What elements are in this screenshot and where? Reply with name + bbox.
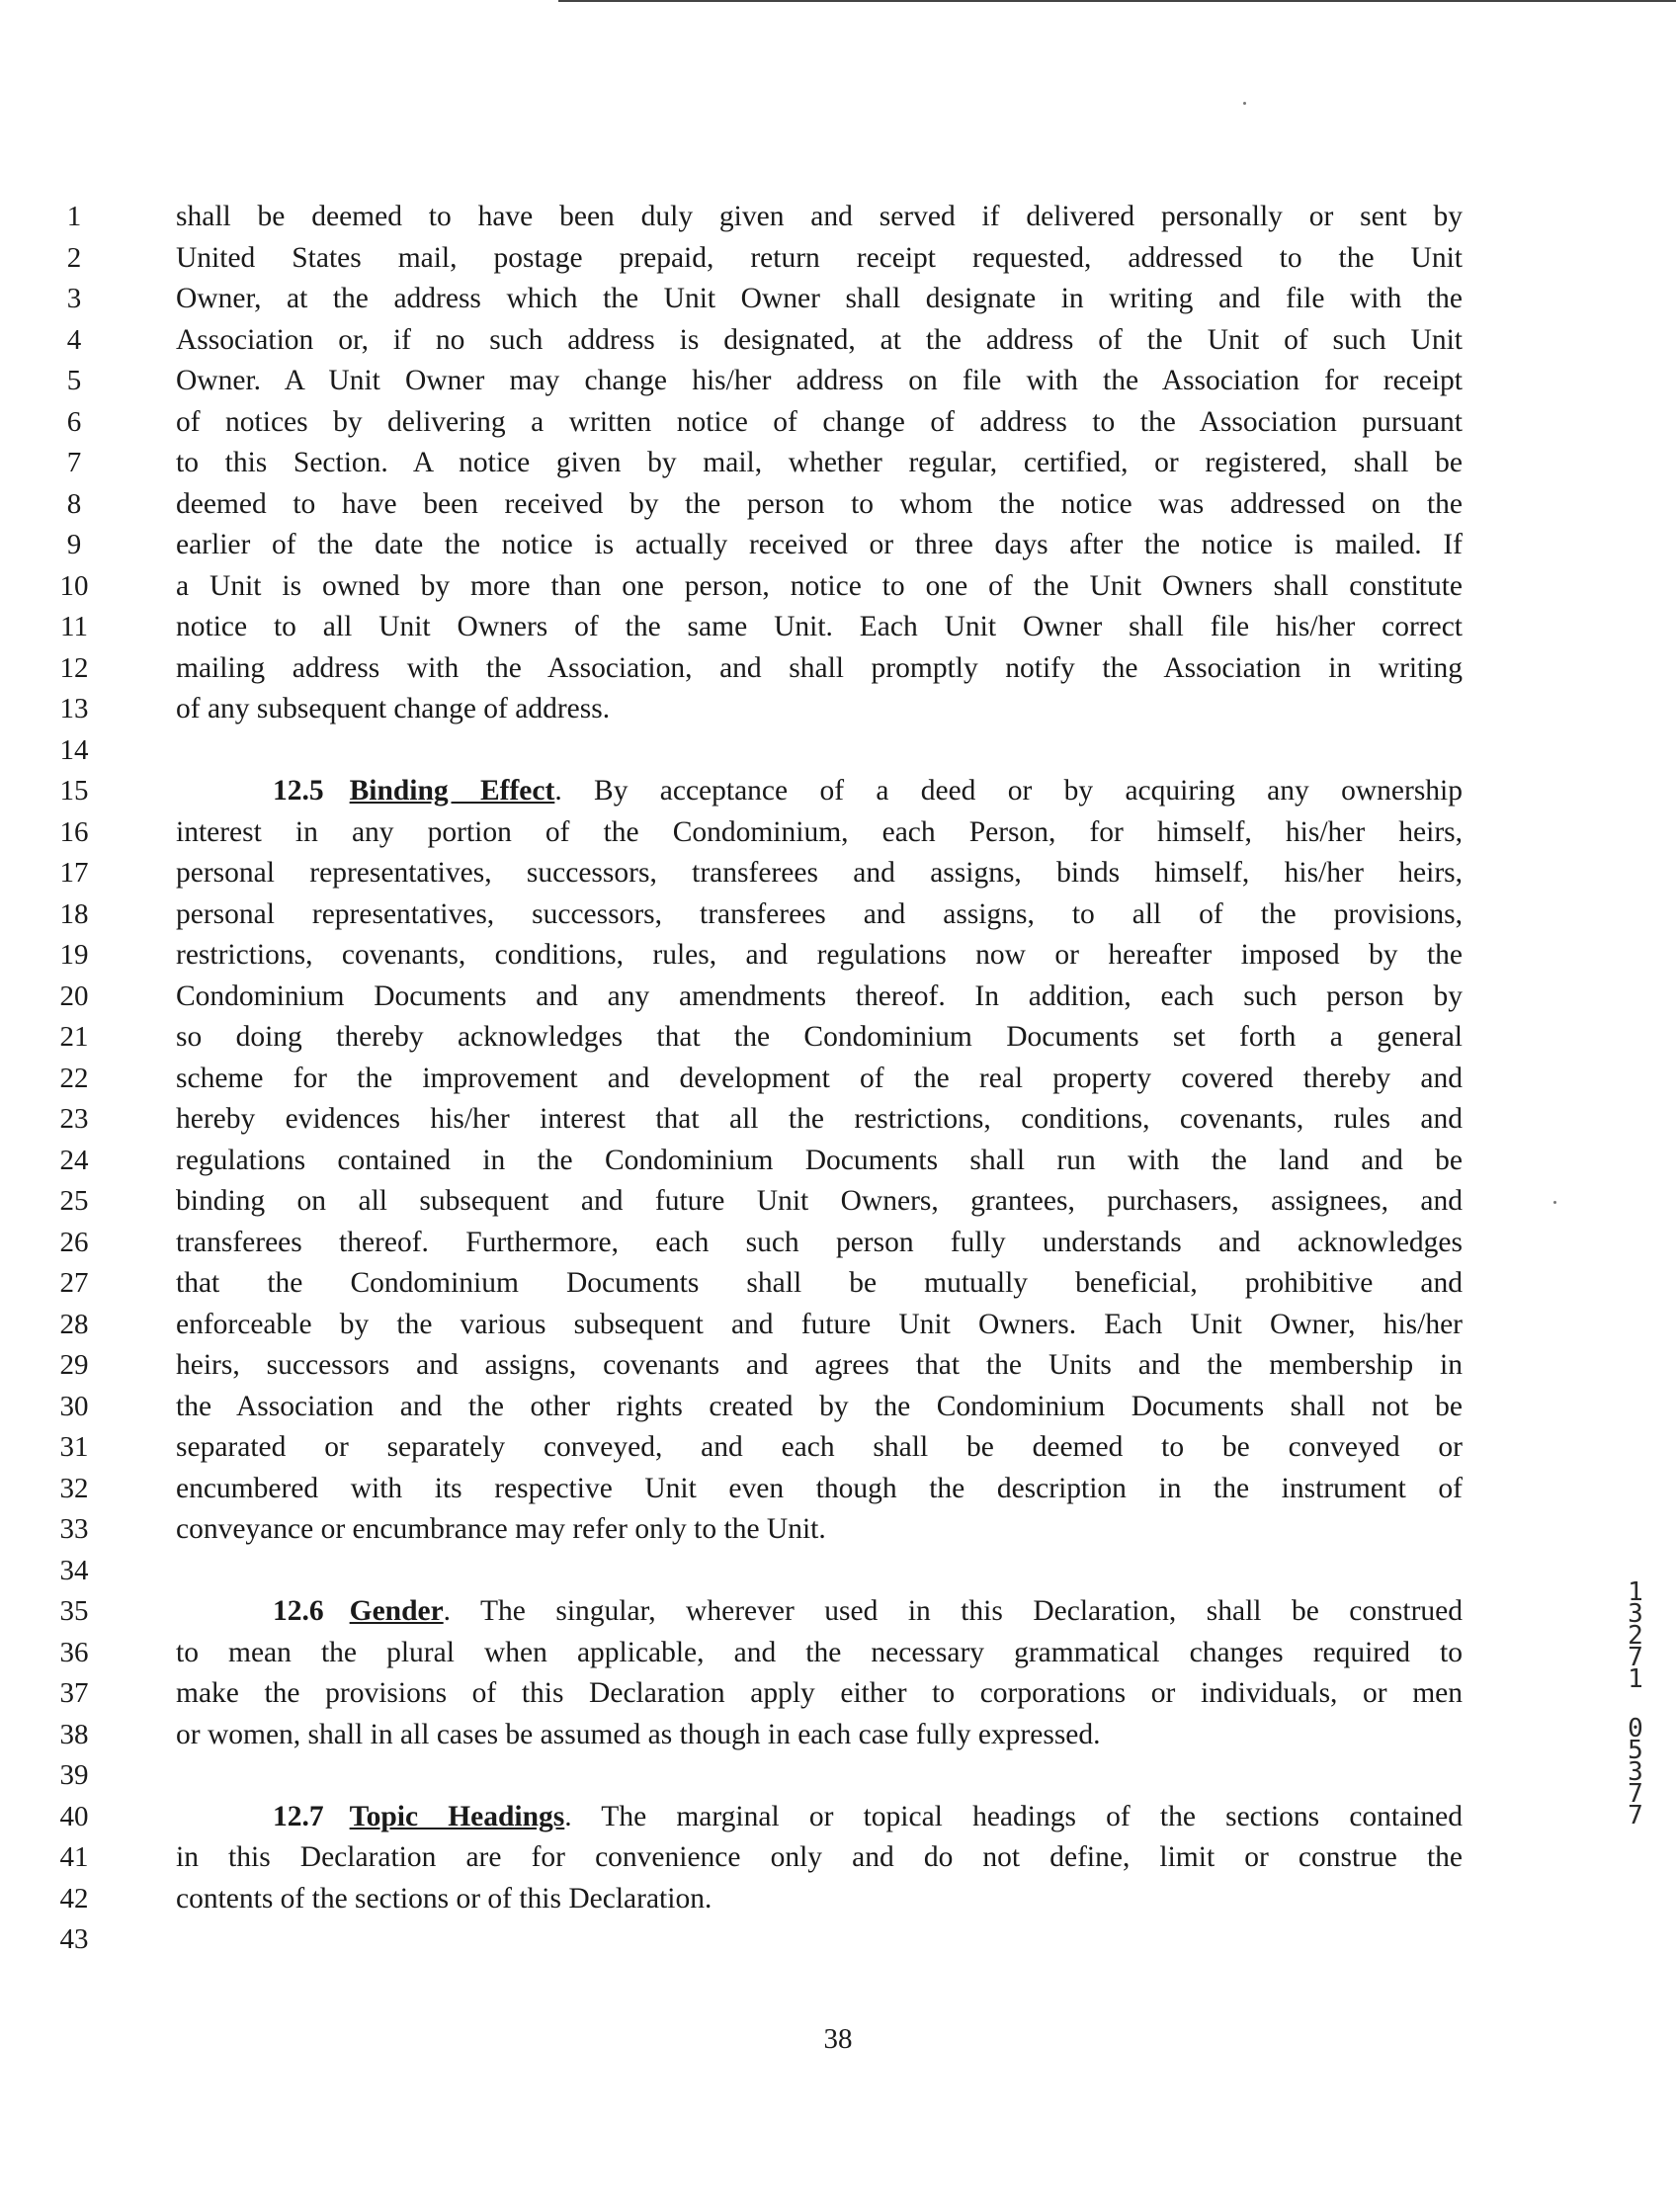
line-text: conveyance or encumbrance may refer only to the Unit.: [176, 1513, 826, 1545]
stamp-digit: 7: [1628, 1779, 1643, 1809]
line-number: 4: [66, 323, 82, 356]
line-number: 32: [59, 1472, 89, 1504]
line-text: or women, shall in all cases be assumed as though in each case fully expressed.: [176, 1718, 1101, 1750]
line-number: 18: [59, 897, 89, 930]
document-line: [0, 894, 1676, 935]
line-number: 2: [66, 241, 82, 274]
line-number: 25: [59, 1185, 89, 1217]
line-text: to this Section. A notice given by mail, whether regular, certified, or registered, shall be: [176, 447, 1463, 478]
document-line: [0, 1633, 1676, 1673]
line-number: 14: [59, 733, 89, 766]
section-text: . By acceptance of a deed or by acquiring any ownership: [554, 775, 1463, 807]
line-text: regulations contained in the Condominium Documents shall run with the land and be: [176, 1144, 1463, 1176]
line-text: so doing thereby acknowledges that the Condominium Documents set forth a general: [176, 1021, 1463, 1053]
line-text: separated or separately conveyed, and each shall be deemed to be conveyed or: [176, 1431, 1463, 1463]
document-line: [0, 1099, 1676, 1140]
document-line: [0, 320, 1676, 361]
document-line: [0, 648, 1676, 689]
line-text: heirs, successors and assigns, covenants and agrees that the Units and the membership in: [176, 1349, 1463, 1381]
line-number: 24: [59, 1144, 89, 1176]
document-line: [0, 1305, 1676, 1345]
stamp-digit: 1: [1628, 1577, 1643, 1607]
line-number: 37: [59, 1677, 89, 1709]
document-line: [0, 443, 1676, 483]
line-text: [176, 1591, 1463, 1632]
document-line: [0, 361, 1676, 401]
document-line: [0, 1715, 1676, 1755]
line-text: make the provisions of this Declaration apply either to corporations or individuals, or men: [176, 1677, 1463, 1709]
document-line: [0, 484, 1676, 525]
section-heading: Gender: [349, 1595, 444, 1627]
line-number: 10: [59, 569, 89, 602]
line-text: notice to all Unit Owners of the same Unit. Each Unit Owner shall file his/her correct: [176, 611, 1463, 642]
document-line: [0, 1427, 1676, 1468]
section-heading: Topic Headings: [349, 1800, 565, 1832]
document-line: [0, 853, 1676, 893]
section-text: . The marginal or topical headings of the sections contained: [564, 1800, 1463, 1832]
line-number: 39: [59, 1759, 89, 1791]
document-line: [0, 771, 1676, 811]
document-line: [0, 1263, 1676, 1304]
document-line: [0, 1755, 1676, 1796]
line-text: Owner. A Unit Owner may change his/her address on file with the Association for receipt: [176, 365, 1463, 396]
line-text: United States mail, postage prepaid, return receipt requested, addressed to the Unit: [176, 241, 1463, 274]
document-line: [0, 402, 1676, 443]
document-line: [0, 1223, 1676, 1263]
line-number: 12: [59, 651, 89, 684]
stamp-digit: 0: [1628, 1714, 1643, 1744]
stamp-digit: 3: [1628, 1757, 1643, 1787]
line-number: 26: [59, 1226, 89, 1258]
line-number: 30: [59, 1390, 89, 1422]
line-text: restrictions, covenants, conditions, rules, and regulations now or hereafter imposed by the: [176, 939, 1463, 971]
line-text: interest in any portion of the Condominium, each Person, for himself, his/her heirs,: [176, 815, 1463, 848]
document-line: [0, 525, 1676, 565]
line-number: 1: [66, 201, 82, 232]
line-number: 28: [59, 1308, 89, 1340]
document-line: [0, 1017, 1676, 1058]
line-text: that the Condominium Documents shall be mutually beneficial, prohibitive and: [176, 1267, 1463, 1299]
document-line: [0, 197, 1676, 237]
line-number: 9: [66, 529, 82, 560]
line-text: mailing address with the Association, and shall promptly notify the Association in writing: [176, 651, 1463, 684]
stamp-digit: 7: [1628, 1643, 1643, 1672]
line-number: 15: [59, 775, 89, 807]
line-text: transferees thereof. Furthermore, each such person fully understands and acknowledges: [176, 1226, 1463, 1258]
line-number: 34: [59, 1554, 89, 1586]
line-text: scheme for the improvement and development of the real property covered thereby and: [176, 1062, 1463, 1094]
line-text: personal representatives, successors, transferees and assigns, binds himself, his/her heirs,: [176, 857, 1463, 889]
line-number: 21: [59, 1021, 89, 1053]
line-number: 31: [59, 1431, 89, 1463]
line-number: 6: [66, 405, 82, 438]
line-text: of notices by delivering a written notice of change of address to the Association pursuant: [176, 405, 1463, 438]
line-text: [176, 1797, 1463, 1837]
line-number: 35: [59, 1595, 89, 1627]
section-number: 12.5: [273, 775, 324, 807]
document-line: [0, 977, 1676, 1017]
document-line: [0, 1551, 1676, 1591]
stamp-digit: 5: [1628, 1736, 1643, 1765]
line-text: hereby evidences his/her interest that all the restrictions, conditions, covenants, rules and: [176, 1103, 1463, 1135]
line-text: Association or, if no such address is designated, at the address of the Unit of such Unit: [176, 323, 1463, 356]
document-line: [0, 935, 1676, 976]
section-heading: Binding Effect: [349, 775, 555, 807]
line-text: Condominium Documents and any amendments thereof. In addition, each such person by: [176, 979, 1463, 1012]
line-number: 27: [59, 1267, 89, 1299]
line-number: 16: [59, 815, 89, 848]
line-number: 43: [59, 1923, 89, 1955]
line-number: 29: [59, 1349, 89, 1381]
document-line: [0, 1059, 1676, 1099]
line-number: 42: [59, 1882, 89, 1914]
line-number: 23: [59, 1103, 89, 1135]
page-number: 38: [823, 2023, 853, 2055]
line-text: contents of the sections or of this Declaration.: [176, 1882, 712, 1914]
line-text: shall be deemed to have been duly given and served if delivered personally or sent by: [176, 201, 1463, 232]
line-text: deemed to have been received by the person to whom the notice was addressed on the: [176, 487, 1463, 520]
line-number: 40: [59, 1800, 89, 1832]
document-line: [0, 1919, 1676, 1960]
line-number: 13: [59, 693, 89, 724]
document-line: [0, 279, 1676, 319]
line-text: enforceable by the various subsequent and future Unit Owners. Each Unit Owner, his/her: [176, 1308, 1463, 1340]
document-line: [0, 1469, 1676, 1509]
stamp-digit: 2: [1628, 1621, 1643, 1651]
line-text: binding on all subsequent and future Unit Owners, grantees, purchasers, assignees, and: [176, 1185, 1463, 1217]
document-line: [0, 730, 1676, 771]
document-line: [0, 1591, 1676, 1632]
line-number: 36: [59, 1636, 89, 1668]
line-text: of any subsequent change of address.: [176, 693, 611, 724]
line-text: in this Declaration are for convenience only and do not define, limit or construe the: [176, 1841, 1463, 1873]
line-number: 22: [59, 1062, 89, 1094]
line-number: 33: [59, 1513, 89, 1545]
document-line: [0, 238, 1676, 279]
line-number: 11: [60, 611, 88, 642]
document-line: [0, 1837, 1676, 1878]
line-number: 3: [66, 283, 82, 314]
document-line: [0, 1797, 1676, 1837]
document-line: [0, 1181, 1676, 1222]
recording-stamp: [1621, 1577, 1650, 1830]
stamp-digit: 1: [1628, 1664, 1643, 1694]
line-text: the Association and the other rights created by the Condominium Documents shall not be: [176, 1390, 1463, 1422]
document-line: [0, 566, 1676, 607]
line-text: [176, 771, 1463, 811]
section-text: . The singular, wherever used in this Declaration, shall be construed: [443, 1595, 1463, 1627]
section-number: 12.7: [273, 1800, 324, 1832]
line-text: Owner, at the address which the Unit Owner shall designate in writing and file with the: [176, 283, 1463, 314]
document-line: [0, 1387, 1676, 1427]
line-number: 5: [66, 365, 82, 396]
line-number: 19: [59, 939, 89, 971]
section-number: 12.6: [273, 1595, 324, 1627]
line-text: encumbered with its respective Unit even though the description in the instrument of: [176, 1472, 1463, 1504]
line-number: 41: [59, 1841, 89, 1873]
stamp-digit: 7: [1628, 1801, 1643, 1830]
document-line: [0, 689, 1676, 729]
document-line: [0, 1345, 1676, 1386]
stamp-digit: 3: [1628, 1599, 1643, 1629]
document-line: [0, 1509, 1676, 1550]
document-line: [0, 1673, 1676, 1714]
line-text: to mean the plural when applicable, and the necessary grammatical changes required to: [176, 1636, 1463, 1668]
line-number: 8: [66, 487, 82, 520]
line-number: 17: [59, 857, 89, 889]
line-text: a Unit is owned by more than one person, notice to one of the Unit Owners shall constitute: [176, 569, 1463, 602]
line-number: 7: [66, 447, 82, 478]
line-number: 20: [59, 979, 89, 1012]
line-text: personal representatives, successors, transferees and assigns, to all of the provisions,: [176, 897, 1463, 930]
document-line: [0, 607, 1676, 647]
line-number: 38: [59, 1718, 89, 1750]
line-text: earlier of the date the notice is actually received or three days after the notice is mailed. If: [176, 529, 1463, 560]
document-line: [0, 1879, 1676, 1919]
document-line: [0, 812, 1676, 853]
document-line: [0, 1141, 1676, 1181]
